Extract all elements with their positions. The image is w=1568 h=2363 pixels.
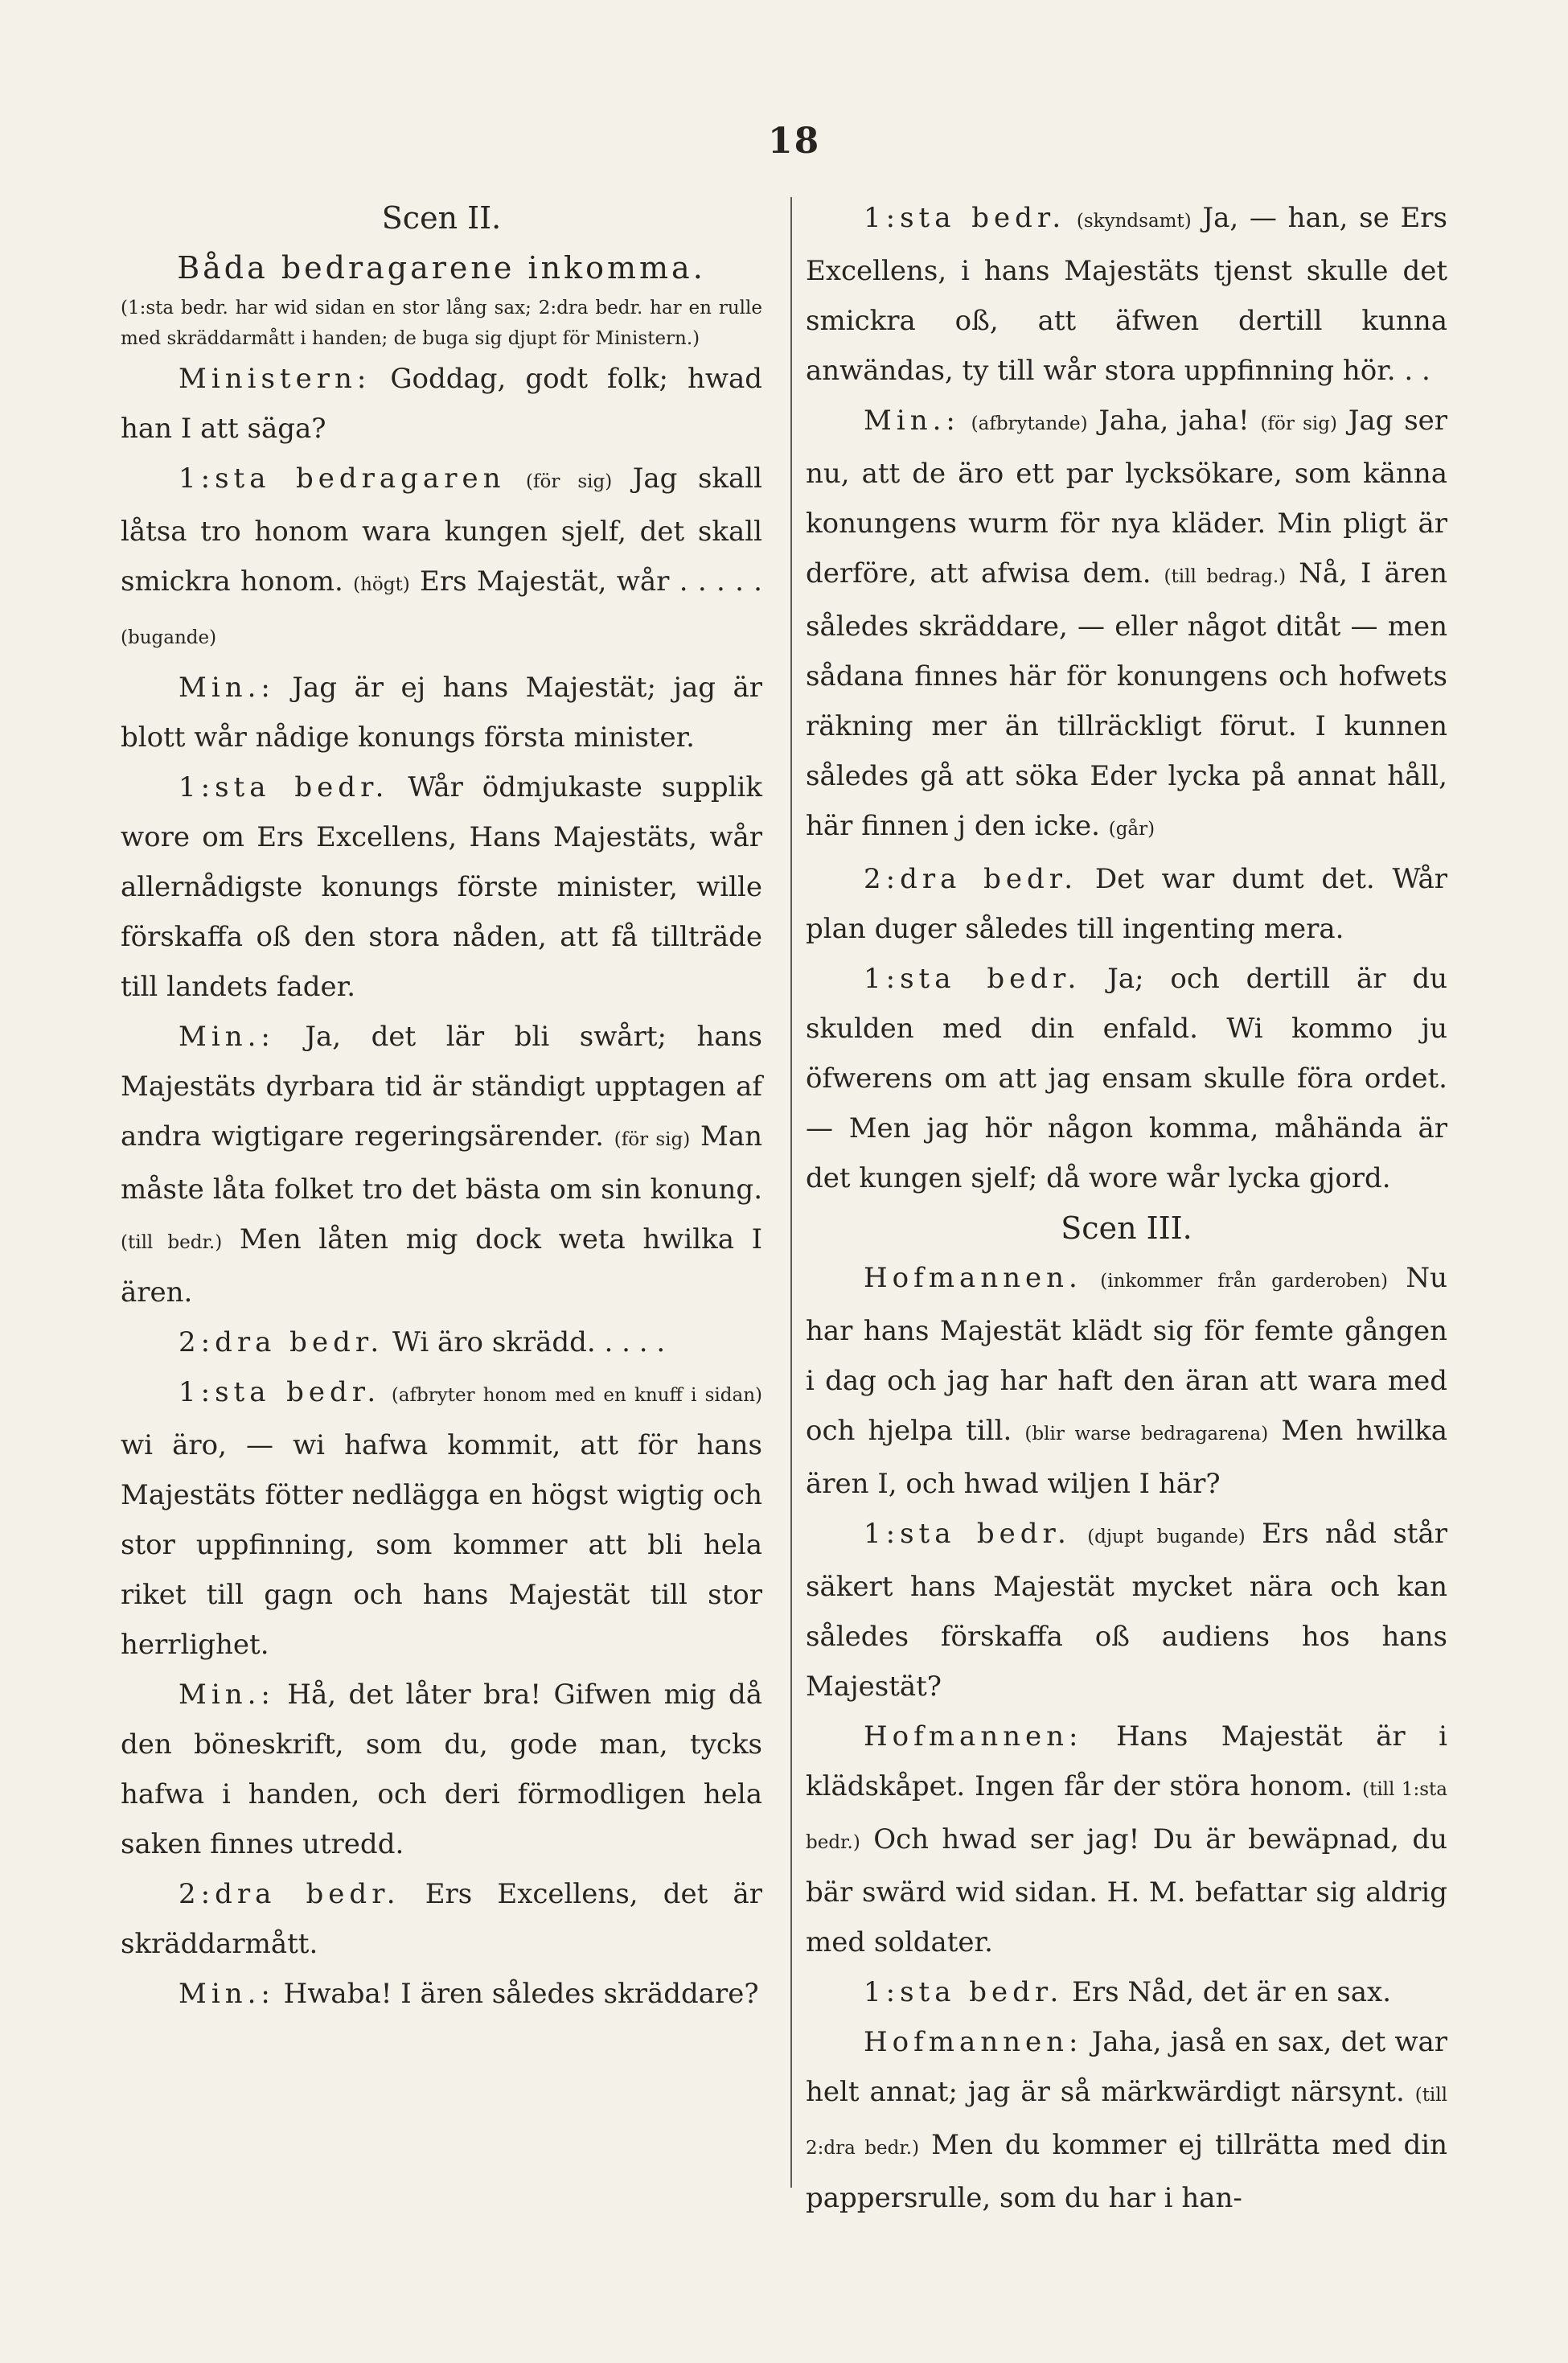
speech-block	[121, 1367, 762, 1670]
speech-text: Ja, — han, se Ers Excellens, i hans Majestäts tjenst skulle det smickra oß, att äfwen dertill kunna anwändas, ty till wår stora uppfinning hör. . .	[806, 202, 1447, 387]
stage-direction: (högt)	[353, 574, 410, 595]
stage-direction: (afbrytande)	[971, 413, 1088, 434]
stage-direction: (1:sta bedr. har wid sidan en stor lång sax; 2:dra bedr. har en rulle med skräddarmått i handen; de buga sig djupt för Ministern.)	[121, 298, 762, 349]
speech-block	[121, 354, 762, 454]
stage-direction: (går)	[1108, 819, 1155, 840]
speech-text: Wår ödmjukaste supplik wore om Ers Excellens, Hans Majestäts, wår allernådigste konungs förste minister, wille förskaffa oß den stora nåden, att få tillträde till landets fader.	[121, 771, 762, 1003]
stage-direction: (blir warse bedragarena)	[1024, 1424, 1269, 1445]
speech-text: Men låten mig dock weta hwilka I ären.	[121, 1223, 763, 1309]
speech-text: wi äro, — wi hafwa kommit, att för hans Majestäts fötter nedlägga en högst wigtig och stor uppfinning, som kommer att bli hela riket till gagn och hans Majestät till stor herrlighet.	[121, 1429, 762, 1661]
speech-text: Jag skall låtsa tro honom wara kungen sjelf, det skall smickra honom.	[121, 462, 763, 598]
speech-block	[121, 1969, 762, 2019]
speech-block	[806, 1967, 1447, 2017]
speech-text: Det war dumt det. Wår plan duger således till ingenting mera.	[806, 863, 1447, 945]
speech-block	[806, 396, 1447, 854]
speech-text: Jag ser nu, att de äro ett par lycksökare, som känna konungens wurm för nya kläder. Min pligt är derföre, att afwisa dem.	[806, 405, 1448, 590]
speech-block	[806, 2017, 1447, 2223]
speaker-name: Min.:	[179, 1021, 275, 1053]
speaker-name: 1:sta bedr.	[864, 963, 1082, 995]
speaker-name: Hofmannen.	[864, 1262, 1082, 1294]
speaker-name: Min.:	[179, 1978, 275, 2010]
speech-text: Nu har hans Majestät klädt sig för femte gången i dag och jag har haft den äran att wara med och hjelpa till.	[806, 1262, 1447, 1447]
stage-direction: (skyndsamt)	[1076, 211, 1192, 232]
speaker-name: Min.:	[864, 405, 960, 437]
page-number: 18	[768, 121, 821, 162]
speech-text: Hwaba! I ären således skräddare?	[283, 1978, 759, 2010]
stage-direction: (bugande)	[121, 627, 217, 648]
speech-block	[806, 1509, 1447, 1712]
stage-direction: (till bedr.)	[121, 1232, 223, 1253]
speaker-name: Min.:	[179, 1679, 275, 1711]
speech-block	[121, 1670, 762, 1869]
speaker-name: 1:sta bedr.	[864, 1518, 1071, 1550]
scene-heading: Scen II.	[381, 200, 502, 236]
speech-block	[806, 854, 1447, 954]
speaker-name: 2:dra bedr.	[179, 1326, 384, 1358]
stage-direction: (till 2:dra bedr.)	[806, 2085, 1448, 2159]
stage-direction: (för sig)	[526, 471, 613, 492]
speech-text: Jag är ej hans Majestät; jag är blott wår nådige konungs första minister.	[121, 672, 763, 754]
right-column	[806, 193, 1447, 2223]
entrance-line: Båda bedragarene inkomma.	[177, 250, 706, 286]
speech-text: Nå, I ären således skräddare, — eller något ditåt — men sådana finnes här för konungens och hofwets räkning mer än tillräckligt förut. I kunnen således gå att söka Eder lycka på annat håll, här finnen j den icke.	[806, 557, 1447, 842]
speech-block	[806, 1712, 1447, 1967]
speech-text: Och hwad ser jag! Du är bewäpnad, du bär swärd wid sidan. H. M. befattar sig aldrig med soldater.	[806, 1823, 1448, 1958]
speech-text: Ers Nåd, det är en sax.	[1072, 1976, 1392, 2008]
speech-block	[121, 762, 762, 1012]
speaker-name: 1:sta bedr.	[179, 1376, 381, 1408]
speaker-name: Min.:	[179, 672, 275, 704]
speaker-name: 1:sta bedr.	[864, 202, 1066, 234]
speech-text: Ja; och dertill är du skulden med din enfald. Wi kommo ju öfwerens om att jag ensam skulle föra ordet. — Men jag hör någon komma, måhända är det kungen sjelf; då wore wår lycka gjord.	[806, 963, 1448, 1194]
scene-heading: Scen III.	[1061, 1210, 1192, 1246]
speech-text: Ers nåd står säkert hans Majestät mycket nära och kan således förskaffa oß audiens hos hans Majestät?	[806, 1518, 1447, 1703]
speaker-name: 1:sta bedr.	[179, 771, 389, 803]
speech-text: Hå, det låter bra! Gifwen mig då den böneskrift, som du, gode man, tycks hafwa i handen, och deri förmodligen hela saken finnes utredd.	[121, 1679, 762, 1860]
stage-direction: (inkommer från garderoben)	[1100, 1271, 1388, 1292]
speech-text: Man måste låta folket tro det bästa om sin konung.	[121, 1120, 763, 1206]
speech-text: Men hwilka ären I, och hwad wiljen I här?	[806, 1415, 1448, 1500]
stage-direction: (afbryter honom med en knuff i sidan)	[391, 1385, 762, 1406]
speech-block	[806, 954, 1447, 1203]
speech-block	[121, 454, 762, 663]
stage-direction: (för sig)	[614, 1129, 691, 1150]
speech-text: Goddag, godt folk; hwad han I att säga?	[121, 363, 763, 445]
speech-text: Wi äro skrädd. . . . .	[392, 1326, 666, 1358]
speech-block	[121, 663, 762, 762]
speaker-name: Hofmannen:	[864, 1720, 1083, 1753]
speaker-name: 1:sta bedragaren	[179, 462, 506, 495]
speech-text: Ers Majestät, wår . . . . .	[420, 565, 762, 598]
speaker-name: Hofmannen:	[864, 2026, 1083, 2058]
speech-text: Jaha, jaha!	[1098, 405, 1250, 437]
speech-block	[806, 193, 1447, 396]
speech-block	[806, 1253, 1447, 1509]
stage-direction: (för sig)	[1260, 413, 1337, 434]
column-divider	[790, 197, 792, 2188]
stage-direction: (djupt bugande)	[1087, 1527, 1246, 1547]
speaker-name: 1:sta bedr.	[864, 1976, 1064, 2008]
speech-text: Jaha, jaså en sax, det war helt annat; jag är så märkwärdigt närsynt.	[806, 2026, 1447, 2108]
speech-text: Ers Excellens, det är skräddarmått.	[121, 1878, 762, 1960]
stage-direction: (till 1:sta bedr.)	[806, 1779, 1447, 1853]
speech-block	[121, 1317, 762, 1367]
speaker-name: 2:dra bedr.	[864, 863, 1078, 895]
left-column	[121, 193, 762, 2019]
speech-block	[121, 1869, 762, 1969]
speech-text: Hans Majestät är i klädskåpet. Ingen får der störa honom.	[806, 1720, 1447, 1802]
speech-block	[121, 1012, 762, 1317]
speech-text: Men du kommer ej tillrätta med din pappersrulle, som du har i han-	[806, 2129, 1447, 2214]
speech-text: Ja, det lär bli swårt; hans Majestäts dyrbara tid är ständigt upptagen af andra wigtigare regeringsärender.	[121, 1021, 762, 1153]
speaker-name: Ministern:	[179, 363, 371, 395]
speaker-name: 2:dra bedr.	[179, 1878, 400, 1910]
stage-direction: (till bedrag.)	[1164, 566, 1287, 587]
